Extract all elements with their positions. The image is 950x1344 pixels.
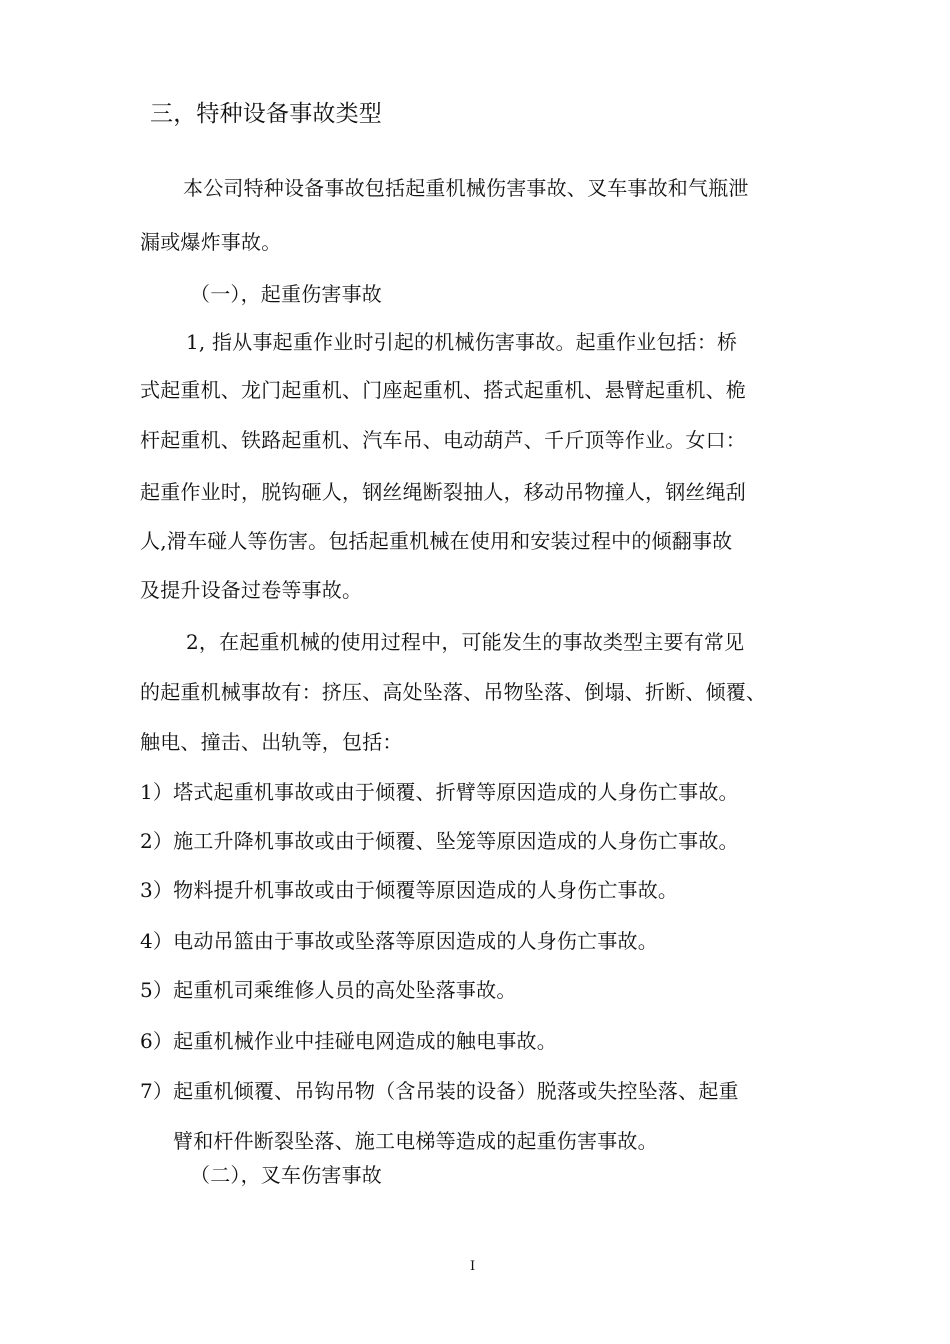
paragraph-2-line-2: 的起重机械事故有：挤压、高处坠落、吊物坠落、倒塌、折断、倾覆、 <box>140 680 767 704</box>
paragraph-1-line-1: 1, 指从事起重作业时引起的机械伤害事故。起重作业包括：桥 <box>186 330 738 354</box>
list-item-1: 1）塔式起重机事故或由于倾覆、折臂等原因造成的人身伤亡事故。 <box>140 780 739 804</box>
list-item-6: 6）起重机械作业中挂碰电网造成的触电事故。 <box>140 1029 557 1053</box>
paragraph-1-line-2: 式起重机、龙门起重机、门座起重机、搭式起重机、悬臂起重机、桅 <box>140 378 746 402</box>
list-item-3: 3）物料提升机事故或由于倾覆等原因造成的人身伤亡事故。 <box>140 878 679 902</box>
paragraph-2-line-1: 2，在起重机械的使用过程中，可能发生的事故类型主要有常见 <box>186 630 745 654</box>
paragraph-1-line-4: 起重作业时，脱钩砸人，钢丝绳断裂抽人，移动吊物撞人，钢丝绳刮 <box>140 480 746 504</box>
paragraph-1-line-6: 及提升设备过卷等事故。 <box>140 578 363 602</box>
subsection-title-forklift: （二），叉车伤害事故 <box>190 1163 382 1187</box>
section-heading: 三，特种设备事故类型 <box>150 101 382 127</box>
intro-line-2: 漏或爆炸事故。 <box>140 230 282 254</box>
subsection-title-lifting: （一），起重伤害事故 <box>190 282 382 306</box>
list-item-7-line-2: 臂和杆件断裂坠落、施工电梯等造成的起重伤害事故。 <box>173 1129 658 1153</box>
list-item-7-line-1: 7）起重机倾覆、吊钩吊物（含吊装的设备）脱落或失控坠落、起重 <box>140 1079 739 1103</box>
list-item-4: 4）电动吊篮由于事故或坠落等原因造成的人身伤亡事故。 <box>140 929 658 953</box>
list-item-2: 2）施工升降机事故或由于倾覆、坠笼等原因造成的人身伤亡事故。 <box>140 829 739 853</box>
intro-line-1: 本公司特种设备事故包括起重机械伤害事故、叉车事故和气瓶泄 <box>183 176 749 200</box>
paragraph-1-line-3: 杆起重机、铁路起重机、汽车吊、电动葫芦、千斤顶等作业。女口： <box>140 428 746 452</box>
paragraph-1-line-5: 人,滑车碰人等伤害。包括起重机械在使用和安装过程中的倾翻事故 <box>140 529 733 553</box>
list-item-5: 5）起重机司乘维修人员的高处坠落事故。 <box>140 978 517 1002</box>
paragraph-2-line-3: 触电、撞击、出轨等，包括： <box>140 730 403 754</box>
page-number: I <box>470 1259 476 1274</box>
